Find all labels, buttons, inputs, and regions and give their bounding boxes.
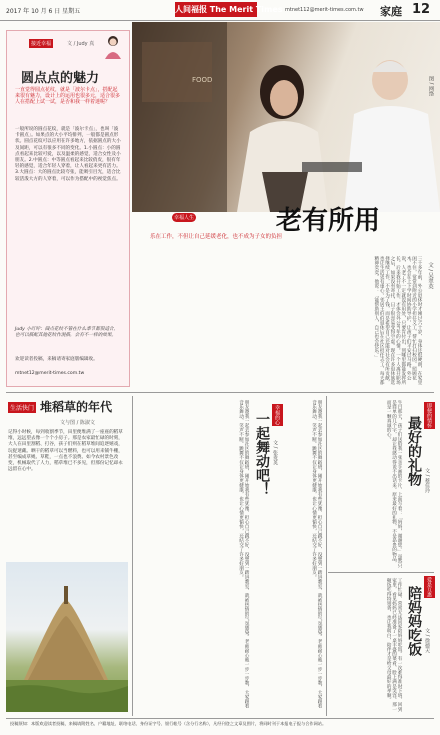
gift-body: 生日那天，孩子们送给我一张亲手画的卡片，上面写着：「妈妈，谢谢您。」虽然只是简单的几个字，却让我感动得说不出话来。原来最好的礼物，不是昂贵的物品，而是一颗真诚的心。 bbox=[386, 400, 402, 568]
article-body: 一般所说的圆点花纹，就是「波尔卡点」，也叫「波卡圆点」。如果点的大小平均排列，一般都是圆点形状。圆点花纹可以应用在许多地方，依据圆点的大小及间距，可以有很多不同的变化。1.小圆点：小的圆点看起来比较可爱，以及温柔的感觉，适合女性及小朋友。2.中圆点：中等圆点看起来比较俏皮，很有年轻的感觉，适合年轻人穿着，让人看起来更有活力。3.大圆点：大的圆点比较夸张，能吸引目光，适合比较活泼大方的人穿着，可以作为搭配中的视觉焦点。 bbox=[15, 127, 121, 182]
svg-text:FOOD: FOOD bbox=[192, 76, 213, 84]
author-bio: 欢迎读者投稿，来稿请寄家庭版编辑收。 bbox=[15, 357, 98, 362]
gift-title: 最好的礼物 bbox=[406, 416, 422, 486]
dance-byline: 文 / 张贵英 bbox=[272, 440, 278, 465]
dance-tag: 幸福的心 bbox=[272, 404, 283, 426]
hero-photo bbox=[132, 22, 440, 212]
dance-title: 一起舞动吧！ bbox=[254, 412, 270, 496]
lower-body: 记得小时候，每到收割季节，田里便堆满了一座座的稻草堆，远远望去像一个个小房子。那是农家最忙碌的时刻，大人在田里割稻、打谷，孩子们则在稻草堆间追逐嬉戏，玩捉迷藏。晒干的稻草可以当燃料，也可以用来铺牛棚，甚至编成草绳、草鞋，一点也不浪费。如今农村景色改变，机械取代了人力，稻草堆已不多见，但那份记忆却永远留在心中。 bbox=[8, 430, 123, 473]
author-illustration bbox=[101, 33, 125, 59]
gift-byline: 文 / 蔡佳玲 bbox=[424, 468, 430, 493]
meal-title: 陪妈妈吃饭 bbox=[406, 586, 422, 656]
article-title: 圆点点的魅力 bbox=[21, 71, 100, 86]
newspaper-logo: 人间福报 The Merit Times bbox=[175, 2, 257, 17]
haystack-photo bbox=[6, 562, 128, 712]
section-email: mtnet112@merit-times.com.tw bbox=[285, 7, 364, 13]
footer-text: 投稿须知：本版欢迎读者投稿，来稿请附姓名、户籍地址、联络电话、身份证字号、银行帐号（含分行名称），凡经刊登之文章及图片，将同时刊于本报电子报与合作网站。 bbox=[10, 721, 327, 726]
lower-title: 堆稻草的年代 bbox=[40, 400, 113, 414]
section-divider-2 bbox=[328, 572, 434, 573]
lower-column-tag: 生活快门 bbox=[8, 402, 36, 413]
dance-body: 朋友邀我一起去参加社区的舞蹈班，刚开始我有些犹豫，担心自己跳不好，没想到一踏进教室，就被热情的气氛感染。老师耐心地一步一步教，大家跟着音乐舞动，笑声不断。跳舞不仅让身体更健康，也让心情更愉快，还结交了许多好朋友。 bbox=[238, 400, 249, 709]
article-intro: 一直觉得圆点花纹，就是「波尔卡点」，搭配起来很有魅力，设计上的运用也很多元，适合很多人在搭配上试一试，是否和我一样着迷呢？ bbox=[15, 87, 121, 106]
column-rule bbox=[132, 396, 133, 716]
main-article-body: 三十多年前，外公退休时才刚过六十岁，身体还很硬朗，在家里闲不住，常常到附近的小学担任义工，帮忙打扫校园、照顾花木，也会在上下学时间协助导护，让孩子们平安过马路。外公说，人老了不一定就没有用处，只要肯付出，到哪里都能发挥所长。后来我开始工作，才体会外公当年的心情。一个人离开职场之后，如果没有寄托，日子很容易变得空虚。现在许多退休族选择继续工作，不是为了钱，而是希望自己还能对社会有所贡献，也让生活更有重心。邻居王伯伯退休后在社区担任志工，每天都精神奕奕。他说：「能帮助别人，自己也会快乐。」 bbox=[373, 256, 422, 385]
section-divider bbox=[6, 392, 434, 393]
haystack-scene bbox=[6, 562, 128, 712]
column-byline: 文 / Judy 真 bbox=[67, 41, 95, 47]
contact-email: mtnet12@merit-times.com.tw bbox=[15, 371, 85, 376]
page-number: 12 bbox=[412, 2, 431, 17]
hero-title: 老有所用 bbox=[276, 206, 381, 236]
issue-date: 2017 年 10 月 6 日 星期五 bbox=[6, 8, 81, 15]
meal-byline: 文 / 徐德天 bbox=[424, 628, 430, 653]
left-article-box bbox=[6, 30, 130, 387]
hero-scene bbox=[132, 22, 440, 212]
main-article-byline: 文 / 吴翠英 bbox=[427, 262, 433, 290]
column-rule-2 bbox=[326, 396, 327, 716]
hero-tag: 幸福人生 bbox=[174, 215, 195, 221]
column-tag: 接近幸福 bbox=[31, 41, 52, 47]
dance-body-cont: 朋友邀我一起去参加社区的舞蹈班，刚开始我有些犹豫，担心自己跳不好，没想到一踏进教室，就被热情的气氛感染。老师耐心地一步一步教，大家跟着音乐舞动，笑声不断。跳舞不仅让身体更健康，也让心情更愉快，还结交了许多好朋友。 bbox=[311, 400, 322, 709]
hero-subtitle: 乐在工作，不但让自己延缓老化，也不成为子女的负担 bbox=[150, 234, 283, 240]
article-footer-note: Judy 小叮咛：圆点花纹不管在什么季节都很适合，也可以搭配其他花纹作混搭，会有不一样的效果。 bbox=[15, 327, 119, 339]
lower-byline: 文与图 / 陈淑文 bbox=[60, 420, 95, 426]
meal-body: 工作忙碌，常常无法回家陪妈妈吃饭。有一次难得准时下班，回到家里，看见妈妈已经准备了一桌丰盛的菜肴，脸上满是笑容。那一顿饭吃得特别香，也让我明白，陪伴才是给父母最好的孝顺。 bbox=[386, 578, 402, 712]
meal-tag: 爱是互惠 bbox=[424, 576, 435, 598]
section-name: 家庭 bbox=[380, 5, 402, 18]
photo-credit: 图 / 网络 bbox=[428, 76, 434, 96]
gift-tag: 即便的情怀 bbox=[424, 402, 435, 429]
